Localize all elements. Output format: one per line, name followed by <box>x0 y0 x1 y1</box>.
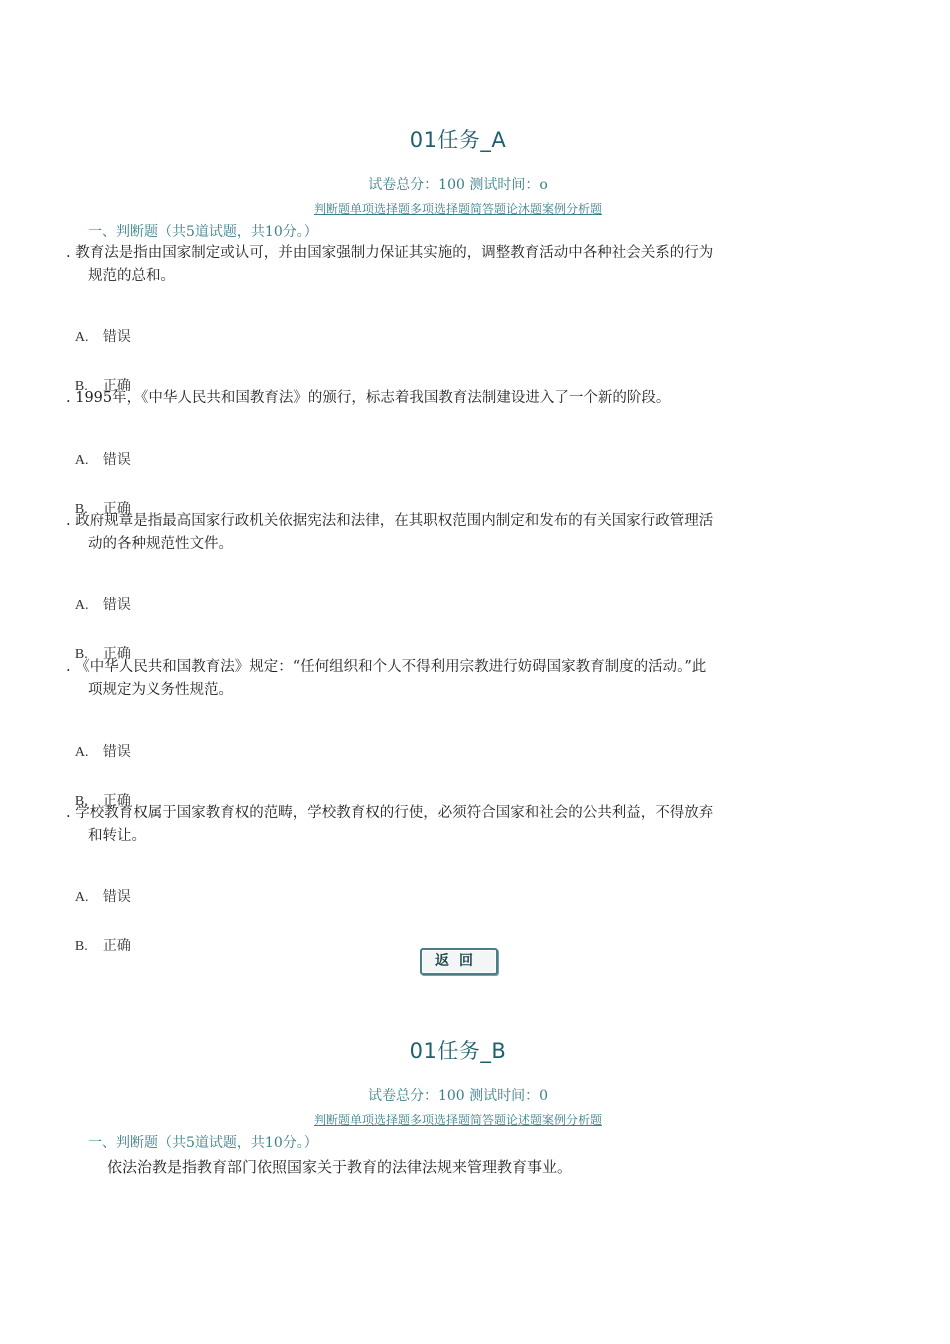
question-4-option-a[interactable] <box>66 725 131 761</box>
section-heading-a: 一、判断题（共5道试题，共10分。） <box>88 224 318 240</box>
question-1-text: . 教育法是指由国家制定或认可，并由国家强制力保证其实施的，调整教育活动中各种社会关系的行为 <box>66 245 714 261</box>
option-label: 正确 <box>102 501 131 517</box>
option-label: 错误 <box>102 452 131 468</box>
option-letter: B. <box>74 939 88 954</box>
question-1-text-cont: 规范的总和。 <box>88 268 175 284</box>
question-3-option-a[interactable] <box>66 578 131 614</box>
option-label: 正确 <box>102 378 131 394</box>
question-5-text-cont: 和转让。 <box>88 828 146 844</box>
page-title-a: 01任务_A <box>409 128 507 152</box>
question-1-option-a[interactable] <box>66 310 131 346</box>
question-5-option-a[interactable] <box>66 870 131 906</box>
option-letter: B. <box>74 647 88 662</box>
option-label: 错误 <box>102 597 131 613</box>
option-label: 正确 <box>102 646 131 662</box>
option-label: 错误 <box>102 744 131 760</box>
option-letter: A. <box>74 598 89 613</box>
question-2-text: . 1995年，《中华人民共和国教育法》的颁行，标志着我国教育法制建设进入了一个新的阶段。 <box>66 390 671 406</box>
option-letter: B. <box>74 379 88 394</box>
question-3 <box>66 510 786 556</box>
page-title-b: 01任务_B <box>409 1039 507 1063</box>
question-type-nav-a[interactable]: 判断题单项选择题多项选择题简答题论沐题案例分析题 <box>313 202 602 216</box>
back-button[interactable]: 返回 <box>420 948 498 975</box>
exam-meta-a: 试卷总分：100 测试时间：o <box>368 177 548 193</box>
option-letter: A. <box>74 745 89 760</box>
option-label: 错误 <box>102 329 131 345</box>
question-4-text-cont: 项规定为义务性规范。 <box>88 682 233 698</box>
question-5 <box>66 802 786 848</box>
question-3-text: . 政府规章是指最高国家行政机关依据宪法和法律，在其职权范围内制定和发布的有关国家行政管理活 <box>66 513 714 529</box>
question-1 <box>66 242 786 288</box>
option-label: 正确 <box>102 793 131 809</box>
question-2 <box>66 387 786 410</box>
option-label: 正确 <box>102 938 131 954</box>
option-letter: A. <box>74 890 89 905</box>
option-letter: B. <box>74 502 88 517</box>
section-heading-b: 一、判断题（共5道试题，共10分。） <box>88 1135 318 1151</box>
exam-meta-b: 试卷总分：100 测试时间：0 <box>367 1088 549 1104</box>
option-letter: B. <box>74 794 88 809</box>
option-label: 错误 <box>102 889 131 905</box>
question-3-text-cont: 动的各种规范性文件。 <box>88 536 233 552</box>
option-letter: A. <box>74 453 89 468</box>
question-2-option-a[interactable] <box>66 433 131 469</box>
question-type-nav-b[interactable]: 判断题单项选择题多项选择题简答题论述题案例分析题 <box>313 1113 602 1127</box>
question-5-text: . 学校教育权属于国家教育权的范畴，学校教育权的行使，必须符合国家和社会的公共利益，不得放弃 <box>66 805 714 821</box>
question-1-b-text: 依法治教是指教育部门依照国家关于教育的法律法规来管理教育事业。 <box>107 1158 573 1176</box>
question-5-option-b[interactable] <box>66 919 131 955</box>
question-4-text: . 《中华人民共和国教育法》规定：“任何组织和个人不得利用宗教进行妨碍国家教育制度的活动。”此 <box>66 659 707 675</box>
question-4 <box>66 656 786 702</box>
option-letter: A. <box>74 330 89 345</box>
